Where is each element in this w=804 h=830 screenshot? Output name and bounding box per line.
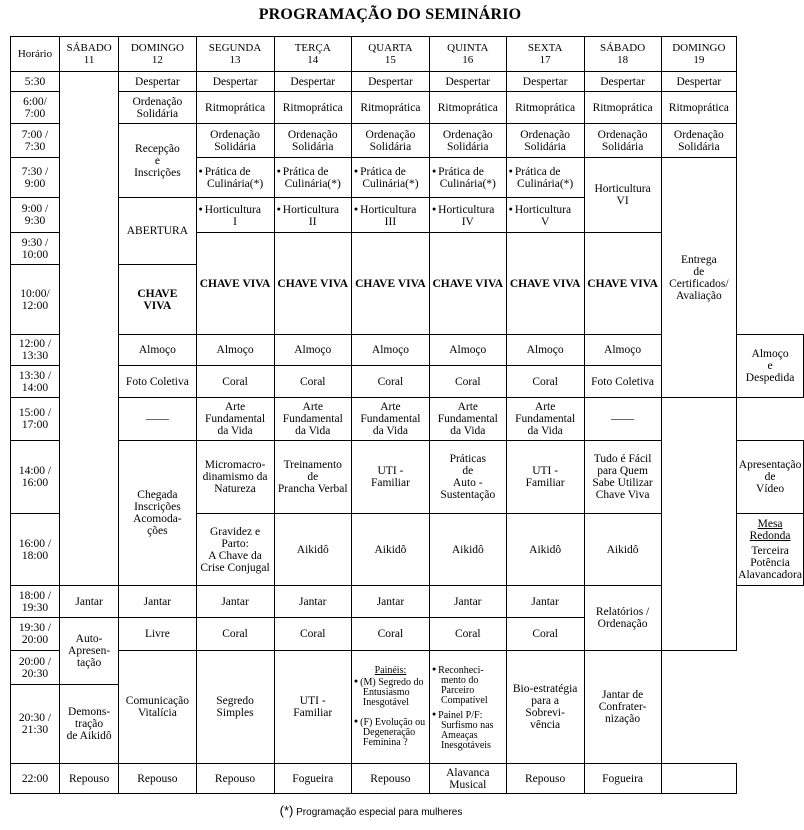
mesa-redonda-label: Mesa Redonda [749, 518, 791, 542]
bullet-item: ● Prática de [508, 165, 583, 178]
activity-cell: Repouso [59, 764, 118, 794]
bullet-item: ● Prática de [353, 165, 428, 178]
activity-cell: Despertar [661, 72, 737, 92]
activity-cell: ● Prática de Culinária(*) [429, 158, 506, 198]
activity-cell: Treinamento de Prancha Verbal [274, 441, 351, 514]
reconhecimento-cell [429, 651, 506, 764]
time-cell: 16:00 / 18:00 [11, 514, 60, 586]
activity-cell: Gravidez e Parto: A Chave da Crise Conjugal [196, 514, 274, 586]
activity-cell: Jantar [506, 586, 584, 618]
activity-cell: Segredo Simples [196, 651, 274, 764]
activity-cell: Despertar [429, 72, 506, 92]
bullet-item: ● Painel P/F: Surfismo nas Ameaças Inesgotáveis [431, 709, 505, 751]
activity-cell: Ritmoprática [429, 92, 506, 124]
header-time: Horário [11, 37, 60, 72]
activity-cell: Chegada Inscrições Acomoda- ções [119, 441, 196, 586]
activity-cell: Coral [351, 618, 429, 651]
activity-cell: Jantar [119, 586, 196, 618]
activity-cell: Bio-estratégia para a Sobrevi- vência [506, 651, 584, 764]
paineis-cell [351, 651, 429, 764]
activity-cell: Almoço [506, 335, 584, 366]
activity-cell: CHAVE VIVA [274, 233, 351, 335]
bullet-item: ● (F) Evolução ou Degeneração Feminina ? [353, 716, 428, 748]
activity-cell: Apresentação de Vídeo [737, 441, 804, 514]
activity-cell: Ritmoprática [274, 92, 351, 124]
activity-cell: ● Horticultura III [351, 198, 429, 233]
activity-cell: Ordenação Solidária [274, 124, 351, 158]
header-row [11, 37, 804, 72]
bullet-item: ● Horticultura [353, 203, 428, 216]
bullet-item: ● (M) Segredo do Entusiasmo Inesgotável [353, 676, 428, 708]
time-cell: 12:00 / 13:30 [11, 335, 60, 366]
activity-cell: Almoço e Despedida [737, 335, 804, 398]
activity-cell: ● Horticultura I [196, 198, 274, 233]
bullet-item: ● Horticultura [431, 203, 505, 216]
activity-cell: ● Horticultura II [274, 198, 351, 233]
table-row [11, 92, 804, 124]
activity-cell: UTI - Familiar [351, 441, 429, 514]
activity-cell: —— [119, 398, 196, 441]
activity-cell: Almoço [429, 335, 506, 366]
activity-cell: Coral [274, 618, 351, 651]
time-cell: 20:30 / 21:30 [11, 685, 60, 764]
activity-cell: Jantar de Confrater- nização [584, 651, 661, 764]
header-wed-15: QUARTA 15 [351, 37, 429, 72]
activity-cell: Ordenação Solidária [196, 124, 274, 158]
schedule-table [10, 36, 804, 794]
activity-cell: Fogueira [584, 764, 661, 794]
time-cell: 7:00 / 7:30 [11, 124, 60, 158]
activity-cell: Repouso [506, 764, 584, 794]
activity-cell: Jantar [429, 586, 506, 618]
bullet-item: ● Prática de [276, 165, 350, 178]
table-row [11, 764, 804, 794]
activity-cell: ABERTURA [119, 198, 196, 265]
activity-cell: CHAVE VIVA [351, 233, 429, 335]
activity-cell: Micromacro- dinamismo da Natureza [196, 441, 274, 514]
time-cell: 18:00 / 19:30 [11, 586, 60, 618]
activity-cell: Horticultura VI [584, 158, 661, 233]
activity-cell: Foto Coletiva [584, 366, 661, 398]
header-thu-16: QUINTA 16 [429, 37, 506, 72]
activity-cell: ● Horticultura IV [429, 198, 506, 233]
activity-cell: Despertar [351, 72, 429, 92]
activity-cell: UTI - Familiar [274, 651, 351, 764]
activity-cell: CHAVE VIVA [429, 233, 506, 335]
activity-cell: Recepção e Inscrições [119, 124, 196, 198]
activity-cell: Ordenação Solidária [661, 124, 737, 158]
time-cell: 9:30 / 10:00 [11, 233, 60, 265]
activity-cell: Aikidô [274, 514, 351, 586]
activity-cell: Coral [274, 366, 351, 398]
bullet-item: ● Reconheci-mento do Parceiro Compatível [431, 664, 505, 706]
activity-cell: Jantar [274, 586, 351, 618]
time-cell: 7:30 / 9:00 [11, 158, 60, 198]
activity-cell: Almoço [119, 335, 196, 366]
activity-cell: Arte Fundamental da Vida [351, 398, 429, 441]
activity-cell: Ritmoprática [661, 92, 737, 124]
activity-cell: ● Prática de Culinária(*) [506, 158, 584, 198]
activity-cell: Alavanca Musical [429, 764, 506, 794]
activity-cell: Repouso [196, 764, 274, 794]
activity-cell: Ritmoprática [351, 92, 429, 124]
footnote: (*) Programação especial para mulheres [279, 803, 463, 818]
header-fri-17: SEXTA 17 [506, 37, 584, 72]
activity-cell: CHAVE VIVA [119, 265, 196, 335]
activity-cell: Despertar [274, 72, 351, 92]
time-cell: 15:00 / 17:00 [11, 398, 60, 441]
activity-cell: Tudo é Fácil para Quem Sabe Utilizar Chave Viva [584, 441, 661, 514]
table-row [11, 398, 804, 441]
activity-cell: Livre [119, 618, 196, 651]
activity-cell [661, 764, 737, 794]
time-cell: 6:00/ 7:00 [11, 92, 60, 124]
paineis-label: Painéis: [374, 665, 407, 676]
activity-cell: ● Prática de Culinária(*) [196, 158, 274, 198]
bullet-item: ● Prática de [198, 165, 273, 178]
activity-cell: Demons- tração de Aikidô [59, 685, 118, 764]
activity-cell: Auto- Apresen- tação [59, 618, 118, 685]
activity-cell: Mesa Redonda Terceira Potência Alavancadora [737, 514, 804, 586]
activity-cell: Ordenação Solidária [584, 124, 661, 158]
activity-cell: UTI - Familiar [506, 441, 584, 514]
activity-cell: Almoço [196, 335, 274, 366]
time-cell: 22:00 [11, 764, 60, 794]
activity-cell: ● Horticultura V [506, 198, 584, 233]
time-cell: 9:00 / 9:30 [11, 198, 60, 233]
header-sat-18: SÁBADO 18 [584, 37, 661, 72]
activity-cell: Despertar [119, 72, 196, 92]
sun19-empty-cell [661, 398, 737, 651]
activity-cell: Fogueira [274, 764, 351, 794]
activity-cell: ● Prática de Culinária(*) [351, 158, 429, 198]
activity-cell: Almoço [274, 335, 351, 366]
activity-cell: Despertar [196, 72, 274, 92]
activity-cell: Coral [506, 618, 584, 651]
bullet-item: ● Horticultura [198, 203, 273, 216]
time-cell: 19:30 / 20:00 [11, 618, 60, 651]
activity-cell: Despertar [506, 72, 584, 92]
activity-cell: Ordenação Solidária [506, 124, 584, 158]
activity-cell: Práticas de Auto - Sustentação [429, 441, 506, 514]
activity-cell: Despertar [584, 72, 661, 92]
activity-cell: Ordenação Solidária [351, 124, 429, 158]
header-mon-13: SEGUNDA 13 [196, 37, 274, 72]
activity-cell: Jantar [351, 586, 429, 618]
activity-cell: Coral [506, 366, 584, 398]
bullet-item: ● Horticultura [276, 203, 350, 216]
time-cell: 13:30 / 14:00 [11, 366, 60, 398]
activity-cell: Ritmoprática [584, 92, 661, 124]
activity-cell: Ritmoprática [196, 92, 274, 124]
bullet-item: ● Prática de [431, 165, 505, 178]
activity-cell: Almoço [584, 335, 661, 366]
activity-cell: Coral [351, 366, 429, 398]
activity-cell: Coral [196, 366, 274, 398]
activity-cell: Comunicação Vitalícia [119, 651, 196, 764]
activity-cell: CHAVE VIVA [506, 233, 584, 335]
table-row [11, 651, 804, 685]
activity-cell: Arte Fundamental da Vida [196, 398, 274, 441]
activity-cell: Ordenação Solidária [429, 124, 506, 158]
activity-cell: ● Prática de Culinária(*) [274, 158, 351, 198]
bullet-item: ● Horticultura [508, 203, 583, 216]
activity-cell: Aikidô [351, 514, 429, 586]
header-sun-19: DOMINGO 19 [661, 37, 737, 72]
activity-cell: Aikidô [584, 514, 661, 586]
activity-cell: Foto Coletiva [119, 366, 196, 398]
activity-cell: Repouso [119, 764, 196, 794]
activity-cell: Jantar [59, 586, 118, 618]
time-cell: 10:00/ 12:00 [11, 265, 60, 335]
activity-cell: —— [584, 398, 661, 441]
activity-cell: Entrega de Certificados/ Avaliação [661, 158, 737, 398]
activity-cell: CHAVE VIVA [196, 233, 274, 335]
page-title: PROGRAMAÇÃO DO SEMINÁRIO [258, 6, 522, 23]
activity-cell: Arte Fundamental da Vida [506, 398, 584, 441]
activity-cell: Relatórios / Ordenação [584, 586, 661, 651]
activity-cell: Coral [429, 366, 506, 398]
activity-cell: Coral [196, 618, 274, 651]
activity-cell: Coral [429, 618, 506, 651]
activity-cell: Aikidô [506, 514, 584, 586]
activity-cell: Ritmoprática [506, 92, 584, 124]
activity-cell: Arte Fundamental da Vida [429, 398, 506, 441]
activity-cell: Repouso [351, 764, 429, 794]
time-cell: 20:00 / 20:30 [11, 651, 60, 685]
time-cell: 14:00 / 16:00 [11, 441, 60, 514]
header-tue-14: TERÇA 14 [274, 37, 351, 72]
activity-cell: Ordenação Solidária [119, 92, 196, 124]
time-cell: 5:30 [11, 72, 60, 92]
activity-cell: Arte Fundamental da Vida [274, 398, 351, 441]
table-row [11, 124, 804, 158]
activity-cell: Aikidô [429, 514, 506, 586]
activity-cell: Jantar [196, 586, 274, 618]
table-row [11, 72, 804, 92]
sat11-empty-cell [59, 72, 118, 586]
activity-cell: CHAVE VIVA [584, 233, 661, 335]
header-sat-11: SÁBADO 11 [59, 37, 118, 72]
header-sun-12: DOMINGO 12 [119, 37, 196, 72]
activity-cell: Almoço [351, 335, 429, 366]
